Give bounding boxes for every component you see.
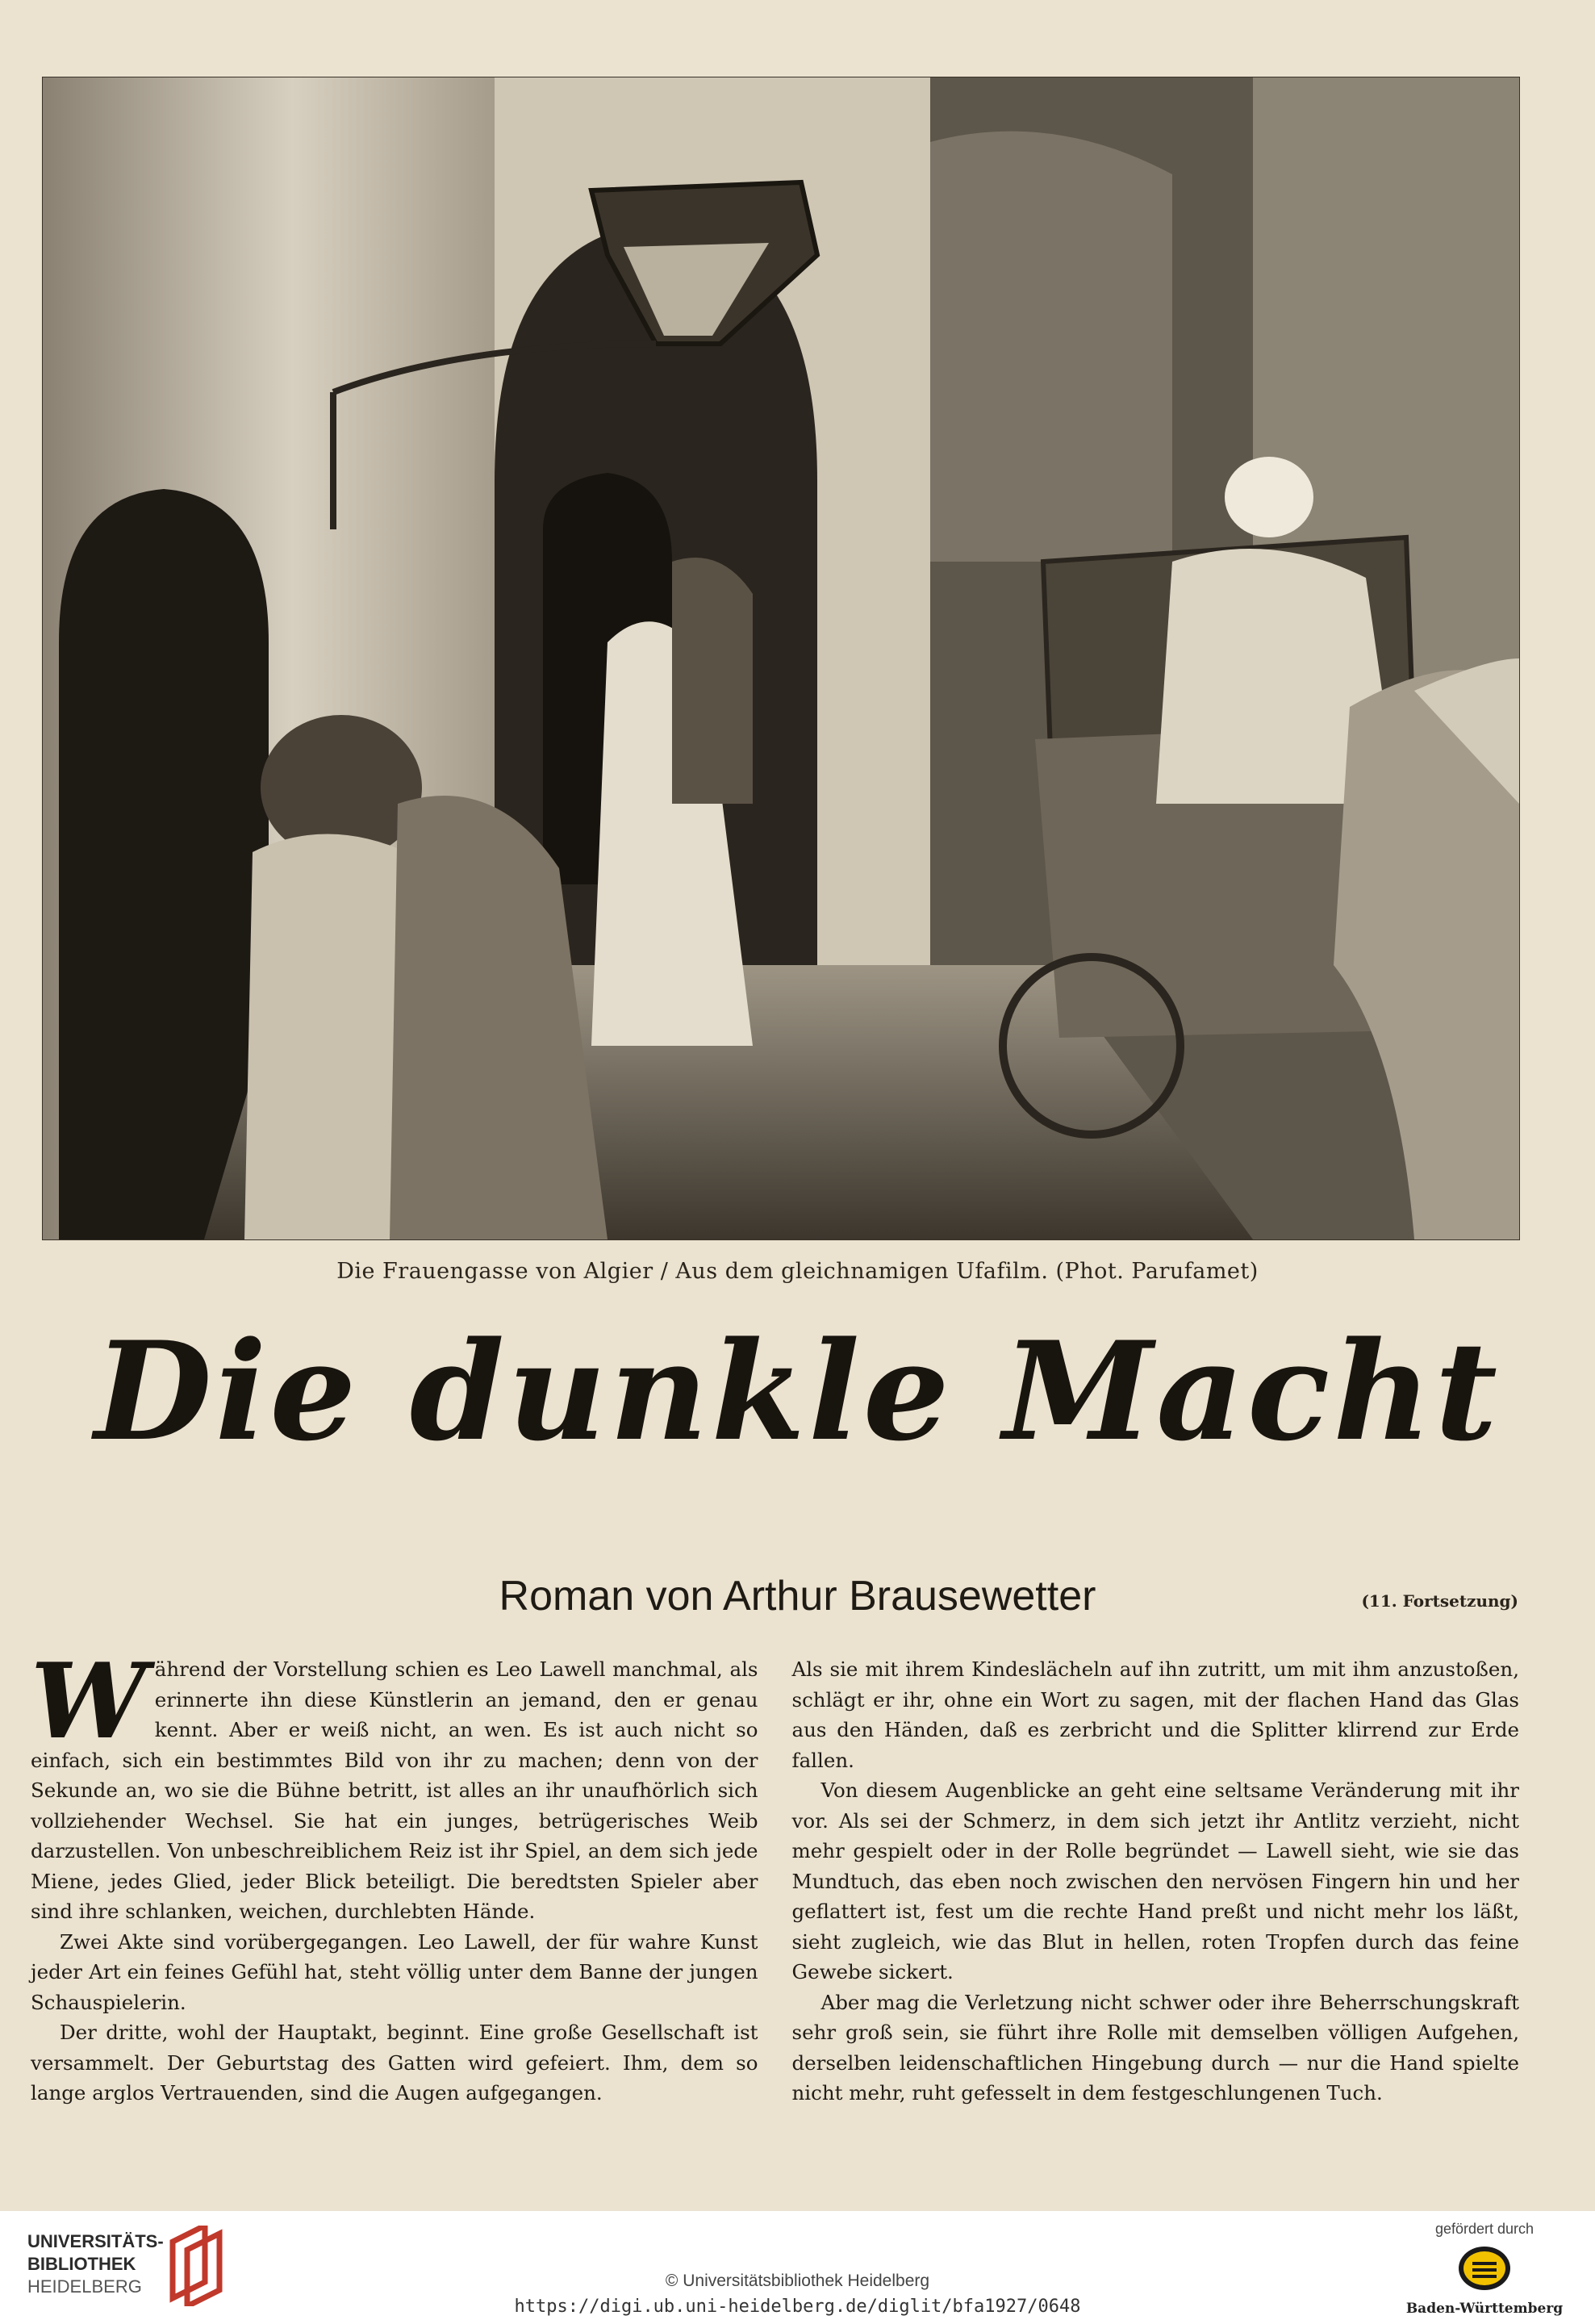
library-emblem-icon — [165, 2226, 229, 2306]
paragraph — [31, 1641, 758, 1927]
library-name-line: UNIVERSITÄTS- — [27, 2231, 164, 2251]
paragraph: Der dritte, wohl der Hauptakt, beginnt. Eine große Gesellschaft ist versammelt. Der Geburtstag des Gatten wird gefeiert. Ihm, dem so lange arglos Vertrauenden, sind die Augen aufgegangen. — [31, 2021, 758, 2105]
photo-caption: Die Frauengasse von Algier / Aus dem gleichnamigen Ufafilm. (Phot. Parufamet) — [336, 1259, 1259, 1284]
state-coat-of-arms-icon — [1456, 2244, 1513, 2293]
paragraph: Als sie mit ihrem Kindeslächeln auf ihn zutritt, um mit ihm anzustoßen, schlägt er ihr, ohne ein Wort zu sagen, mit der flachen Hand das Glas aus den Händen, daß es zerbricht und die Splitter klirrend zur Erde fallen. — [791, 1657, 1519, 1772]
article-title: Die dunkle Macht — [94, 1311, 1501, 1471]
text-column-left — [31, 1641, 758, 2106]
paragraph: Von diesem Augenblicke an geht eine seltsame Veränderung mit ihr vor. Als sei der Schmerz, in dem sich jetzt ihr Antlitz verzieht, nicht mehr gespielt oder in der Rolle begründet — Lawell sieht, wie sie das Mundtuch, das eben noch zwischen den nervösen Fingern hin und her geflattert ist, fest um die rechte Hand preßt und nicht mehr los läßt, sieht zugleich, wie das Blut in hellen, roten Tropfen durch das feine Gewebe sickert. — [791, 1779, 1519, 1983]
permalink-url[interactable]: https://digi.ub.uni-heidelberg.de/diglit/bfa1927/0648 — [514, 2297, 1081, 2317]
paragraph: Aber mag die Verletzung nicht schwer oder ihre Beherrschungskraft sehr groß sein, sie führt ihre Rolle mit demselben völligen Aufgehen, derselben leidenschaftlichen Hingebung durch — nur die Hand spielte nicht mehr, ruht gefesselt in dem festgeschlungenen Tuch. — [791, 1990, 1519, 2105]
film-still-photo — [42, 77, 1520, 1240]
paragraph-text: ährend der Vorstellung schien es Leo Lawell manchmal, als erinnerte ihn diese Künstlerin an jemand, den er genau kennt. Aber er weiß nicht, an wen. Es ist auch nicht so einfach, sich ein bestimmtes Bild von ihr zu machen; denn von der Sekunde an, wo sie die Bühne betritt, ist alles an ihr unaufhörlich sich vollziehender Wechsel. Sie hat ein junges, betrügerisches Weib darzustellen. Von unbeschreiblichem Reiz ist ihr Spiel, an dem sich jede Miene, jedes Glied, jeder Blick beteiligt. Die beredtsten Spieler aber sind ihre schlanken, weichen, durchlebten Hände. — [31, 1657, 758, 1923]
installment-note: (11. Fortsetzung) — [1361, 1591, 1518, 1611]
copyright-notice: © Universitätsbibliothek Heidelberg — [665, 2272, 930, 2290]
article-body — [31, 1641, 1519, 2106]
funding-label: gefördert durch — [1434, 2221, 1534, 2237]
article-subtitle: Roman von Arthur Brausewetter — [499, 1573, 1096, 1620]
drop-cap: W — [31, 1641, 147, 1762]
text-column-right — [792, 1654, 1520, 2106]
funding-state: Baden-Württemberg — [1405, 2301, 1564, 2317]
library-name-line: BIBLIOTHEK — [27, 2254, 136, 2274]
library-name-line: HEIDELBERG — [27, 2276, 142, 2297]
funding-badge[interactable] — [1404, 2221, 1565, 2317]
paragraph: Zwei Akte sind vorübergegangen. Leo Lawell, der für wahre Kunst jeder Art ein feines Gefühl hat, steht völlig unter dem Banne der jungen Schauspielerin. — [31, 1929, 758, 2014]
alley-scene-image — [43, 77, 1519, 1239]
